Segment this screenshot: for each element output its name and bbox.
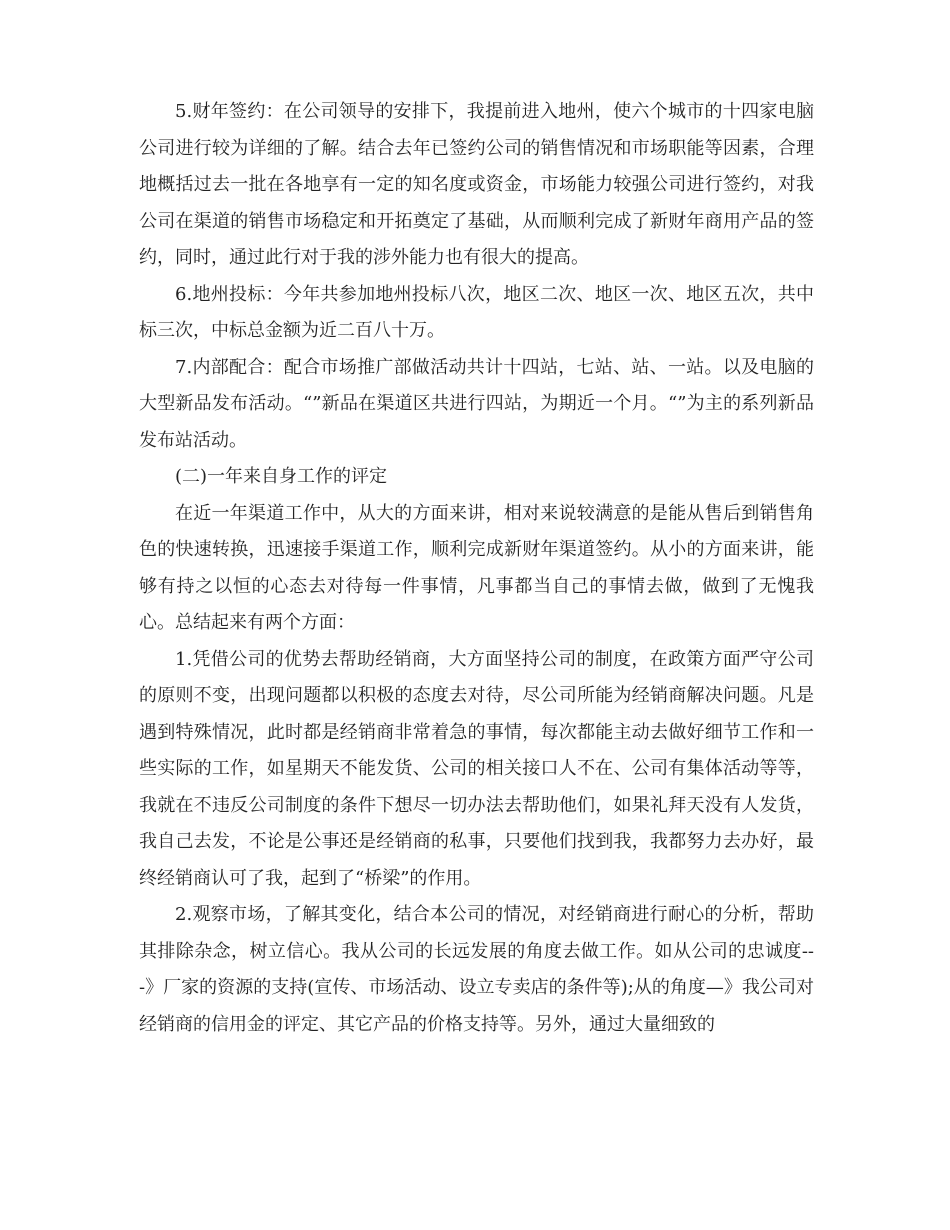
paragraph-internal-cooperation: 7.内部配合：配合市场推广部做活动共计十四站，七站、站、一站。以及电脑的大型新品发布活动。“”新品在渠道区共进行四站，为期近一个月。“”为主的系列新品发布站活动。 [139, 356, 814, 451]
paragraph-point-one: 1.凭借公司的优势去帮助经销商，大方面坚持公司的制度，在政策方面严守公司的原则不变，出现问题都以积极的态度去对待，尽公司所能为经销商解决问题。凡是遇到特殊情况，此时都是经销商非常着急的事情，每次都能主动去做好细节工作和一些实际的工作，如星期天不能发货、公司的相关接口人不在、公司有集体活动等等，我就在不违反公司制度的条件下想尽一切办法去帮助他们，如果礼拜天没有人发货，我自己去发，不论是公事还是经销商的私事，只要他们找到我，我都努力去办好，最终经销商认可了我，起到了“桥梁”的作用。 [139, 648, 814, 889]
paragraph-evaluation-summary: 在近一年渠道工作中，从大的方面来讲，相对来说较满意的是能从售后到销售角色的快速转换，迅速接手渠道工作，顺利完成新财年渠道签约。从小的方面来讲，能够有持之以恒的心态去对待每一件事情，凡事都当自己的事情去做，做到了无愧我心。总结起来有两个方面： [139, 502, 814, 633]
section-heading-self-evaluation: (二)一年来自身工作的评定 [175, 466, 388, 487]
paragraph-regional-bidding: 6.地州投标：今年共参加地州投标八次，地区二次、地区一次、地区五次，共中标三次，中标总金额为近二百八十万。 [139, 283, 814, 341]
document-body [139, 94, 814, 1043]
paragraph-point-two: 2.观察市场，了解其变化，结合本公司的情况，对经销商进行耐心的分析，帮助其排除杂念，树立信心。我从公司的长远发展的角度去做工作。如从公司的忠诚度---》厂家的资源的支持(宣传、市场活动、设立专卖店的条件等);从的角度—》我公司对经销商的信用金的评定、其它产品的价格支持等。另外，通过大量细致的 [139, 904, 814, 1035]
paragraph-fiscal-year-signing: 5.财年签约：在公司领导的安排下，我提前进入地州，使六个城市的十四家电脑公司进行较为详细的了解。结合去年已签约公司的销售情况和市场职能等因素，合理地概括过去一批在各地享有一定的知名度或资金，市场能力较强公司进行签约，对我公司在渠道的销售市场稳定和开拓奠定了基础，从而顺利完成了新财年商用产品的签约，同时，通过此行对于我的涉外能力也有很大的提高。 [139, 101, 814, 268]
